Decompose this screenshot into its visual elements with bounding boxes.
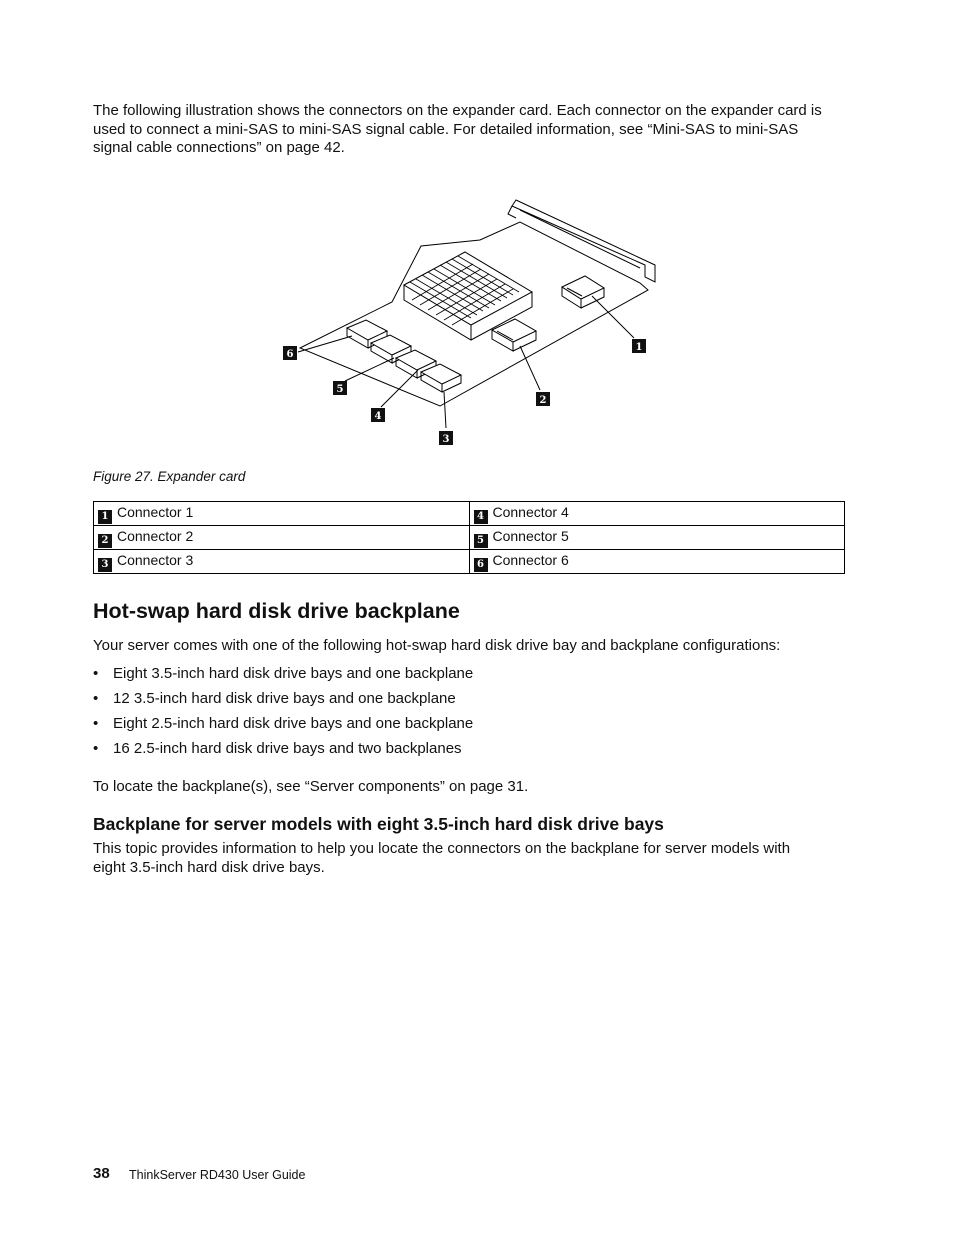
callout-badge: 2: [98, 534, 112, 548]
legend-cell: [94, 550, 470, 574]
legend-cell: [469, 502, 845, 526]
bullet: •: [93, 665, 99, 682]
legend-label: Connector 6: [492, 551, 569, 568]
legend-label: Connector 1: [117, 503, 194, 520]
legend-label: Connector 2: [117, 527, 194, 544]
section-title: Hot-swap hard disk drive backplane: [93, 599, 460, 623]
legend-cell: [94, 526, 470, 550]
section-intro: Your server comes with one of the following hot-swap hard disk drive bay and backplane configurations:: [93, 637, 781, 654]
list-item: [93, 714, 473, 739]
list-item-text: Eight 3.5-inch hard disk drive bays and one backplane: [113, 665, 474, 682]
list-item: [93, 689, 473, 714]
callout-badge: 4: [474, 510, 488, 524]
callout-badge: 5: [474, 534, 488, 548]
callout-badge: 3: [98, 558, 112, 572]
subsection-body: This topic provides information to help you locate the connectors on the backplane for server models with eight 3.5-inch hard disk drive bays.: [93, 840, 791, 876]
list-item-text: 16 2.5-inch hard disk drive bays and two backplanes: [113, 740, 462, 757]
list-item: [93, 739, 473, 764]
legend-label: Connector 3: [117, 551, 194, 568]
callout-4: 4: [374, 411, 382, 422]
callout-6: 6: [286, 349, 294, 360]
subsection-title: Backplane for server models with eight 3.5-inch hard disk drive bays: [93, 814, 664, 834]
table-row: [94, 502, 845, 526]
locate-backplane-text: To locate the backplane(s), see “Server components” on page 31.: [93, 778, 529, 795]
configuration-list: [93, 664, 473, 764]
legend-cell: [469, 550, 845, 574]
callout-badge: 1: [98, 510, 112, 524]
figure-caption: Figure 27. Expander card: [93, 469, 246, 484]
table-row: [94, 526, 845, 550]
expander-card-illustration: [270, 190, 690, 450]
list-item: [93, 664, 473, 689]
table-row: [94, 550, 845, 574]
callout-3: 3: [442, 434, 450, 445]
callout-5: 5: [336, 384, 344, 395]
bullet: •: [93, 715, 99, 732]
legend-cell: [469, 526, 845, 550]
bullet: •: [93, 690, 99, 707]
callout-2: 2: [539, 395, 547, 406]
connector-legend-table: [93, 501, 845, 574]
callout-badge: 6: [474, 558, 488, 572]
callout-1: 1: [635, 342, 643, 353]
legend-label: Connector 4: [492, 503, 569, 520]
list-item-text: Eight 2.5-inch hard disk drive bays and one backplane: [113, 715, 474, 732]
bullet: •: [93, 740, 99, 757]
legend-cell: [94, 502, 470, 526]
book-title: ThinkServer RD430 User Guide: [129, 1168, 306, 1182]
list-item-text: 12 3.5-inch hard disk drive bays and one backplane: [113, 690, 456, 707]
legend-label: Connector 5: [492, 527, 569, 544]
page-number: 38: [93, 1165, 110, 1182]
intro-paragraph: The following illustration shows the connectors on the expander card. Each connector on the expander card is used to connect a mini-SAS to mini-SAS signal cable. For detailed information, see “Mini-SAS to mini-SAS signal cable connections” on page 42.: [93, 102, 822, 156]
